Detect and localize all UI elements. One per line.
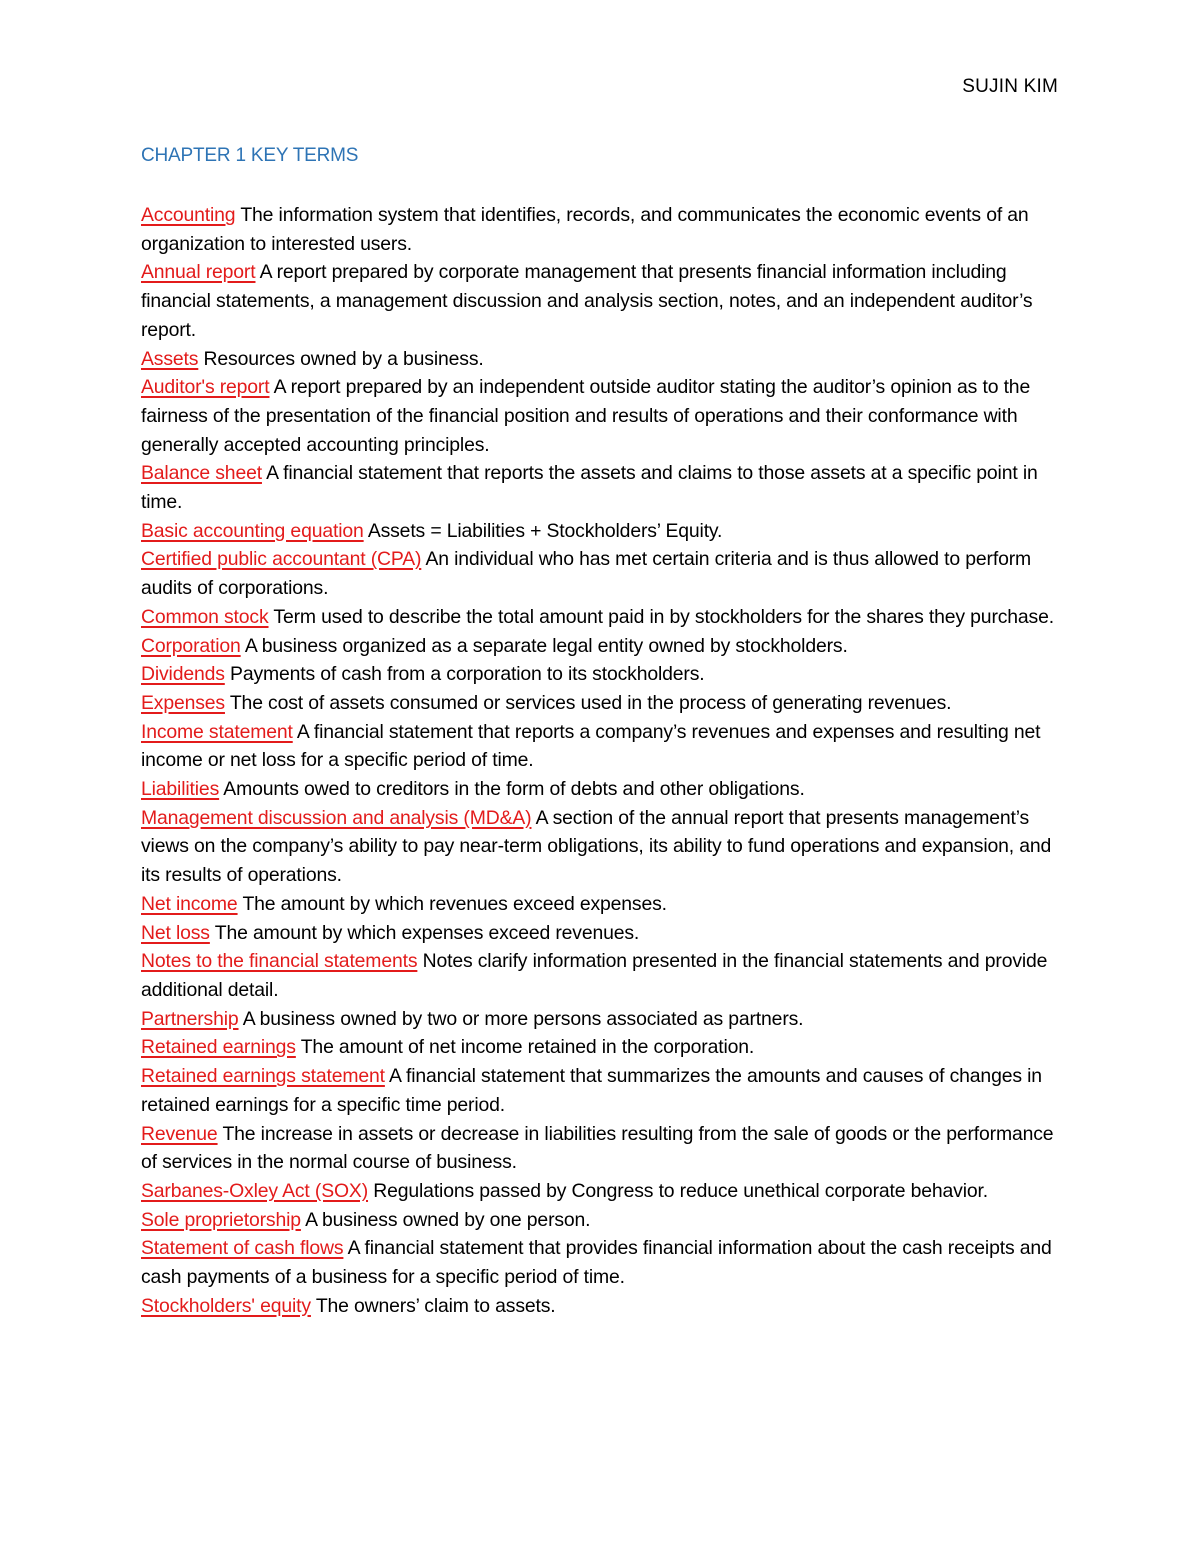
term-definition: A business organized as a separate legal entity owned by stockholders.: [244, 634, 848, 657]
term-name: Corporation: [141, 634, 241, 657]
term-name: Retained earnings statement: [141, 1065, 385, 1088]
term-name: Assets: [141, 347, 199, 370]
term-definition: The amount by which revenues exceed expenses.: [242, 892, 667, 915]
term-name: Balance sheet: [141, 462, 262, 485]
term-definition: A report prepared by corporate management that presents financial information including financial statements, a management discussion and analysis section, notes, and an independent auditor’s report.: [141, 261, 1033, 341]
term-entry: [141, 459, 1071, 516]
term-name: Partnership: [141, 1007, 239, 1030]
term-definition: A section of the annual report that presents management’s views on the company’s ability to pay near-term obligations, its ability to fund operations and expansion, and its results of operations.: [141, 806, 1052, 887]
term-name: Basic accounting equation: [141, 519, 364, 542]
term-definition: Term used to describe the total amount paid in by stockholders for the shares they purchase.: [273, 605, 1054, 628]
term-definition: A financial statement that reports the assets and claims to those assets at a specific point in time.: [141, 462, 1038, 514]
term-definition: The amount of net income retained in the corporation.: [300, 1036, 755, 1059]
term-definition: Notes clarify information presented in the financial statements and provide additional detail.: [141, 950, 1048, 1001]
term-entry: [141, 775, 1071, 804]
term-entry: [141, 689, 1071, 718]
term-name: Retained earnings: [141, 1036, 296, 1059]
term-entry: [141, 258, 1071, 344]
term-entry: [141, 718, 1071, 775]
term-definition: A business owned by two or more persons associated as partners.: [242, 1007, 804, 1030]
term-entry: [141, 632, 1071, 661]
term-entry: [141, 1206, 1071, 1235]
term-name: Auditor's report: [141, 376, 270, 399]
term-entry: [141, 1177, 1071, 1206]
term-entry: [141, 947, 1071, 1004]
term-entry: [141, 1292, 1071, 1321]
term-name: Revenue: [141, 1122, 218, 1145]
term-entry: [141, 919, 1071, 948]
term-definition: Regulations passed by Congress to reduce unethical corporate behavior.: [373, 1179, 988, 1202]
term-definition: Payments of cash from a corporation to its stockholders.: [230, 663, 705, 686]
term-entry: [141, 345, 1071, 374]
term-definition: The owners’ claim to assets.: [315, 1294, 556, 1317]
term-definition: Assets = Liabilities + Stockholders’ Equity.: [367, 519, 723, 542]
term-definition: The cost of assets consumed or services used in the process of generating revenues.: [229, 691, 952, 714]
term-entry: [141, 804, 1071, 890]
term-name: Statement of cash flows: [141, 1237, 344, 1260]
term-definition: A financial statement that summarizes the amounts and causes of changes in retained earnings for a specific time period.: [141, 1065, 1042, 1116]
term-entry: [141, 660, 1071, 689]
term-name: Income statement: [141, 720, 293, 743]
term-name: Net income: [141, 892, 238, 915]
term-definition: The information system that identifies, records, and communicates the economic events of an organization to interested users.: [141, 204, 1029, 255]
term-entry: [141, 201, 1071, 258]
term-name: Dividends: [141, 663, 225, 686]
term-name: Liabilities: [141, 778, 220, 801]
term-entry: [141, 545, 1071, 602]
term-definition: A financial statement that provides financial information about the cash receipts and cash payments of a business for a specific period of time.: [141, 1237, 1052, 1289]
term-definition: The increase in assets or decrease in liabilities resulting from the sale of goods or the performance of services in the normal course of business.: [141, 1122, 1054, 1174]
term-entry: [141, 1033, 1071, 1062]
term-entry: [141, 373, 1071, 459]
term-name: Net loss: [141, 921, 210, 944]
term-name: Sarbanes-Oxley Act (SOX): [141, 1179, 369, 1202]
term-entry: [141, 517, 1071, 546]
term-definition: The amount by which expenses exceed revenues.: [214, 921, 640, 944]
term-name: Annual report: [141, 261, 256, 284]
term-definition: A business owned by one person.: [305, 1208, 591, 1231]
term-definition: Amounts owed to creditors in the form of debts and other obligations.: [223, 778, 805, 801]
term-entry: [141, 1234, 1071, 1291]
term-entry: [141, 890, 1071, 919]
term-definition: Resources owned by a business.: [203, 347, 484, 370]
term-entry: [141, 1005, 1071, 1034]
term-name: Stockholders' equity: [141, 1294, 311, 1317]
key-terms-list: [141, 201, 1071, 1320]
term-name: Notes to the financial statements: [141, 950, 418, 973]
term-name: Accounting: [141, 204, 236, 226]
term-entry: [141, 1120, 1071, 1177]
term-definition: A financial statement that reports a company’s revenues and expenses and resulting net income or net loss for a specific period of time.: [141, 720, 1041, 772]
term-name: Management discussion and analysis (MD&A): [141, 806, 532, 829]
term-definition: A report prepared by an independent outside auditor stating the auditor’s opinion as to the fairness of the presentation of the financial position and results of operations and their conformance with generally accepted accounting principles.: [141, 376, 1031, 456]
chapter-title: CHAPTER 1 KEY TERMS: [141, 145, 359, 166]
term-name: Certified public accountant (CPA): [141, 548, 422, 571]
header-author-name: SUJIN KIM: [962, 76, 1058, 97]
term-entry: [141, 603, 1071, 632]
term-name: Sole proprietorship: [141, 1208, 301, 1231]
term-name: Common stock: [141, 605, 269, 628]
term-name: Expenses: [141, 691, 225, 714]
term-entry: [141, 1062, 1071, 1119]
term-definition: An individual who has met certain criteria and is thus allowed to perform audits of corporations.: [141, 548, 1032, 600]
